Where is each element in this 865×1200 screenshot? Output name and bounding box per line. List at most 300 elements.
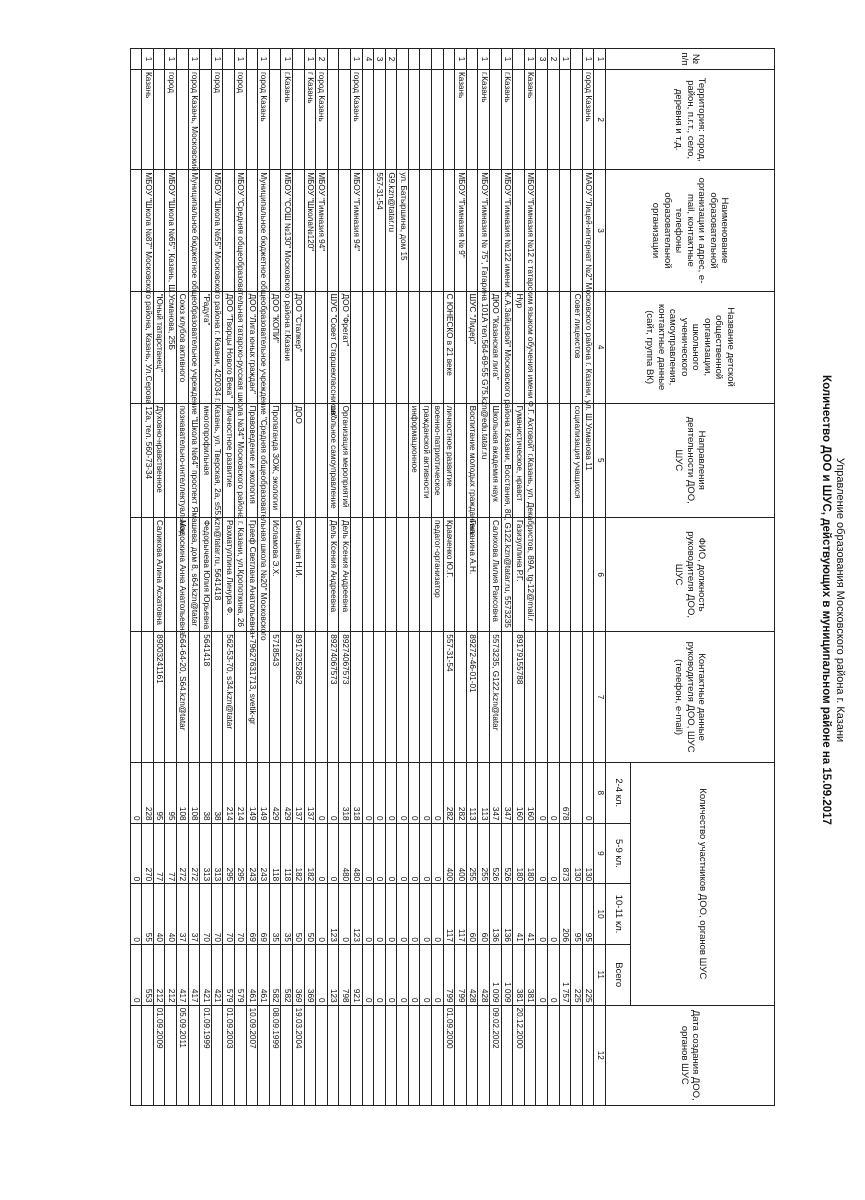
table-cell: 417: [188, 944, 200, 1005]
table-cell: 798: [339, 944, 351, 1005]
table-cell: 113: [478, 762, 490, 823]
table-cell: Совет лицеистов: [571, 291, 583, 403]
table-row: [513, 49, 525, 1106]
table-cell: ДЮО "Казанская лига": [490, 291, 502, 403]
table-cell: [559, 632, 571, 763]
table-cell: 0: [408, 944, 420, 1005]
table-cell: [130, 49, 142, 70]
table-cell: 117: [443, 884, 455, 945]
table-cell: 108: [177, 762, 189, 823]
table-cell: Воспитание молодых гражданина: [466, 403, 478, 517]
table-cell: [408, 632, 420, 763]
table-cell: 37: [188, 884, 200, 945]
table-row: [304, 49, 316, 1106]
table-cell: 77: [153, 823, 165, 884]
table-cell: 1 009: [501, 944, 513, 1005]
table-row: [142, 49, 154, 1106]
table-cell: 557-31-54: [443, 632, 455, 763]
table-cell: [524, 1005, 536, 1105]
table-cell: 5: [594, 403, 606, 517]
header-c6: ФИО, должность руководителя ДОО, ШУС: [606, 517, 775, 631]
table-cell: МБОУ "Школа №87" Московского района, Казань, Ул.Серова 12а, тел. 560-73-34: [142, 170, 154, 291]
table-cell: [385, 1005, 397, 1105]
table-cell: Школьная академия наук: [490, 403, 502, 517]
table-cell: Рахматуллина Линура Ф.: [223, 517, 235, 631]
table-cell: 400: [443, 823, 455, 884]
table-cell: 0: [362, 884, 374, 945]
table-cell: [397, 632, 409, 763]
table-cell: 182: [304, 823, 316, 884]
table-cell: [165, 632, 177, 763]
table-cell: [165, 1005, 177, 1105]
table-cell: 557-31-54: [374, 170, 386, 291]
table-cell: 149: [246, 762, 258, 823]
table-cell: 1: [235, 49, 247, 70]
header-c5: Направления деятельности ДОО, ШУС: [606, 403, 775, 517]
table-cell: город Казань, Московский: [188, 69, 200, 169]
table-cell: Синицына Н.И.: [292, 517, 304, 631]
table-cell: [258, 632, 270, 763]
table-cell: [292, 69, 304, 169]
table-cell: 0: [408, 884, 420, 945]
table-cell: [339, 69, 351, 169]
table-cell: Нур: [513, 291, 525, 403]
table-cell: 38: [200, 762, 212, 823]
table-cell: [223, 49, 235, 70]
table-cell: [211, 632, 223, 763]
table-cell: 1 009: [490, 944, 502, 1005]
table-cell: Организация мероприятий: [339, 403, 351, 517]
table-cell: 0: [582, 762, 594, 823]
header-c1: № п/п: [606, 49, 775, 70]
table-cell: [153, 49, 165, 70]
table-cell: МБОУ "Гимназия 94": [316, 170, 328, 291]
table-cell: [536, 632, 548, 763]
header-c12: Дата создания ДОО, органов ШУС: [606, 1005, 775, 1105]
table-row: [501, 49, 513, 1106]
table-cell: 1: [350, 49, 362, 70]
table-cell: ДОО "КОПИ": [269, 291, 281, 403]
table-cell: [490, 69, 502, 169]
table-cell: город Казань: [258, 69, 270, 169]
table-cell: Духовно-нравственное: [153, 403, 165, 517]
table-cell: 461: [246, 944, 258, 1005]
table-cell: 313: [211, 823, 223, 884]
table-cell: 0: [397, 884, 409, 945]
table-cell: 19.03.2004: [292, 1005, 304, 1105]
table-cell: 137: [304, 762, 316, 823]
table-cell: 89179155788: [513, 632, 525, 763]
table-cell: 50: [292, 884, 304, 945]
table-row: [571, 49, 583, 1106]
table-cell: Дель Ксения Андреевна: [339, 517, 351, 631]
table-cell: [177, 170, 189, 291]
table-cell: [455, 403, 467, 517]
table-cell: [350, 1005, 362, 1105]
table-cell: [408, 49, 420, 70]
table-cell: [246, 49, 258, 70]
table-cell: 89274067573: [327, 632, 339, 763]
table-cell: Федорычева Юлия Юрьевна: [200, 517, 212, 631]
table-cell: 282: [455, 762, 467, 823]
table-cell: 206: [559, 884, 571, 945]
table-cell: ШУС "Совет Старшеклассников": [327, 291, 339, 403]
header-c2: Территория: город, район, п.г.т., село, деревня и т.д.: [606, 69, 775, 169]
table-cell: [130, 69, 142, 169]
table-cell: 180: [513, 823, 525, 884]
table-cell: [559, 291, 571, 403]
table-cell: 4: [362, 49, 374, 70]
table-cell: [304, 1005, 316, 1105]
table-cell: 0: [374, 823, 386, 884]
table-cell: [536, 517, 548, 631]
table-cell: 12: [594, 1005, 606, 1105]
table-cell: [559, 1005, 571, 1105]
table-cell: [443, 69, 455, 169]
table-cell: [571, 632, 583, 763]
table-cell: [455, 1005, 467, 1105]
table-cell: 5718543: [269, 632, 281, 763]
table-cell: [397, 69, 409, 169]
table-cell: 0: [130, 823, 142, 884]
table-row: [200, 49, 212, 1106]
table-cell: 579: [223, 944, 235, 1005]
table-cell: 678: [559, 762, 571, 823]
table-cell: МБОУ "Гимназия №12 с татарским языком обучения имени Ф.Г. Ахтовой" г.Казань, ул. Декабристов, 89А, tg-12@mail.r: [524, 170, 536, 291]
table-cell: 318: [339, 762, 351, 823]
table-row: [548, 49, 560, 1106]
table-cell: 136: [501, 884, 513, 945]
table-cell: 1: [582, 49, 594, 70]
table-cell: 01.09.1999: [200, 1005, 212, 1105]
table-cell: 95: [165, 762, 177, 823]
table-cell: [582, 632, 594, 763]
table-cell: [571, 762, 583, 823]
table-cell: [327, 1005, 339, 1105]
table-cell: [362, 632, 374, 763]
table-cell: [211, 1005, 223, 1105]
table-cell: [304, 403, 316, 517]
table-cell: [374, 1005, 386, 1105]
table-cell: [385, 403, 397, 517]
table-cell: город: [165, 69, 177, 169]
table-cell: [536, 69, 548, 169]
table-cell: 37: [177, 884, 189, 945]
table-cell: 5573235, G122.kzn@tatar: [490, 632, 502, 763]
table-cell: Дель Ксения Андреевна: [327, 517, 339, 631]
table-cell: 0: [327, 762, 339, 823]
table-cell: [142, 1005, 154, 1105]
table-cell: 214: [235, 762, 247, 823]
table-cell: 89274067573: [339, 632, 351, 763]
table-cell: 70: [235, 884, 247, 945]
table-cell: Кравченко Ю.Г.: [443, 517, 455, 631]
table-row: [130, 49, 142, 1106]
table-cell: [501, 632, 513, 763]
table-cell: [316, 632, 328, 763]
table-cell: Муниципальное бюджетное общеобразовательное учреждение "Средняя общеобразовательная школа №20" Московского: [258, 170, 270, 291]
header-c9: 5-9 кл.: [606, 823, 631, 884]
table-cell: [478, 517, 490, 631]
table-cell: личностное развитие: [443, 403, 455, 517]
table-cell: [246, 69, 258, 169]
table-cell: [177, 49, 189, 70]
table-cell: [374, 632, 386, 763]
table-cell: [443, 170, 455, 291]
table-cell: 428: [478, 944, 490, 1005]
table-cell: 272: [188, 823, 200, 884]
table-row: [292, 49, 304, 1106]
table-row: [455, 49, 467, 1106]
table-cell: 6: [594, 517, 606, 631]
table-cell: [188, 1005, 200, 1105]
table-cell: [235, 1005, 247, 1105]
table-cell: [316, 403, 328, 517]
table-cell: 149: [258, 762, 270, 823]
table-cell: [571, 49, 583, 70]
table-cell: МБОУ "Гимназия №122 имени Ж.А.Зайцевой" Московского района г.Казани, Восстания, 80, G122.kzn@tatar.ru, 5573235: [501, 170, 513, 291]
table-cell: 10.09.2007: [246, 1005, 258, 1105]
table-cell: [548, 69, 560, 169]
table-cell: МБОУ "Школа №65", Казань, Ш.Усманова, 25Б: [165, 170, 177, 291]
table-cell: [362, 291, 374, 403]
table-cell: Саликова Алина Асхатовна: [153, 517, 165, 631]
table-cell: [455, 632, 467, 763]
table-cell: [304, 632, 316, 763]
table-cell: [455, 291, 467, 403]
table-cell: Галанина А.Н.: [466, 517, 478, 631]
table-cell: 0: [536, 823, 548, 884]
table-cell: [536, 170, 548, 291]
table-cell: Газизуллина Р.Г.: [513, 517, 525, 631]
table-cell: ШУС "Лидер": [466, 291, 478, 403]
table-cell: [466, 69, 478, 169]
table-cell: 1: [501, 49, 513, 70]
table-cell: 70: [211, 884, 223, 945]
table-cell: 873: [559, 823, 571, 884]
table-row: [188, 49, 200, 1106]
table-cell: 123: [327, 884, 339, 945]
table-cell: 11: [594, 944, 606, 1005]
table-cell: г Казань: [304, 69, 316, 169]
table-cell: 0: [385, 944, 397, 1005]
table-cell: 01.09.2000: [443, 1005, 455, 1105]
table-cell: [350, 517, 362, 631]
table-cell: познавательно-интеллектуальное: [177, 403, 189, 517]
table-cell: 69: [258, 884, 270, 945]
table-cell: [397, 291, 409, 403]
table-cell: 0: [548, 884, 560, 945]
table-cell: 10: [594, 884, 606, 945]
table-row: [582, 49, 594, 1106]
table-cell: 0: [362, 823, 374, 884]
table-cell: 35: [269, 884, 281, 945]
table-cell: МБОУ "Гимназия № 9": [455, 170, 467, 291]
table-cell: 282: [443, 762, 455, 823]
table-cell: 2: [385, 49, 397, 70]
table-cell: [548, 632, 560, 763]
table-cell: [200, 69, 212, 169]
table-cell: [455, 517, 467, 631]
table-cell: Личностное развитие: [223, 403, 235, 517]
table-cell: МБОУ "Школа№120": [304, 170, 316, 291]
table-cell: [258, 1005, 270, 1105]
table-cell: МБОУ "Гимназия № 75", Гагарина 101А тел.564-69-55 G75.kzn@edu.tatar.ru: [478, 170, 490, 291]
table-cell: 130: [582, 823, 594, 884]
table-cell: [281, 1005, 293, 1105]
table-cell: [548, 170, 560, 291]
header-c11: Всего: [606, 944, 631, 1005]
table-cell: [130, 291, 142, 403]
table-cell: [327, 69, 339, 169]
table-cell: 70: [200, 884, 212, 945]
table-cell: 0: [327, 823, 339, 884]
table-cell: [292, 49, 304, 70]
header-group: Количество участников ДОО, органов ШУС: [631, 762, 775, 1005]
table-cell: ул. Батыршина, дом 15: [397, 170, 409, 291]
table-cell: [408, 517, 420, 631]
table-cell: [490, 170, 502, 291]
table-cell: 0: [548, 762, 560, 823]
table-row: [235, 49, 247, 1106]
table-cell: 0: [316, 944, 328, 1005]
table-cell: 20.12.2000: [513, 1005, 525, 1105]
table-cell: 01.09.2009: [153, 1005, 165, 1105]
table-cell: г.Казань: [478, 69, 490, 169]
table-cell: [524, 632, 536, 763]
table-cell: 225: [582, 944, 594, 1005]
table-cell: Пропаганда ЗОЖ, экологии: [269, 403, 281, 517]
table-cell: гражданской активности: [420, 403, 432, 517]
table-row: [397, 49, 409, 1106]
table-cell: 564-64-20, S64.kzn@tatar: [177, 632, 189, 763]
table-cell: [513, 170, 525, 291]
table-cell: [165, 517, 177, 631]
table-cell: 1: [524, 49, 536, 70]
table-cell: 0: [548, 944, 560, 1005]
table-cell: 0: [316, 823, 328, 884]
table-cell: ДОО: [292, 403, 304, 517]
table-cell: [316, 1005, 328, 1105]
table-cell: ДОО "Творцы Нового Века": [223, 291, 235, 403]
table-cell: [408, 69, 420, 169]
table-cell: 5641418: [200, 632, 212, 763]
table-cell: 582: [281, 944, 293, 1005]
table-cell: 117: [455, 884, 467, 945]
table-cell: информационное: [408, 403, 420, 517]
table-cell: [142, 517, 154, 631]
table-cell: военно-патриотическое: [432, 403, 444, 517]
table-cell: [513, 69, 525, 169]
table-cell: [466, 49, 478, 70]
table-cell: 60: [466, 884, 478, 945]
table-row: [339, 49, 351, 1106]
table-cell: 921: [350, 944, 362, 1005]
table-cell: 228: [142, 762, 154, 823]
table-cell: [571, 517, 583, 631]
table-cell: 0: [374, 884, 386, 945]
table-cell: [223, 170, 235, 291]
table-row: [559, 49, 571, 1106]
table-cell: [559, 170, 571, 291]
table-cell: 3: [536, 49, 548, 70]
table-cell: 0: [397, 944, 409, 1005]
table-cell: [246, 170, 258, 291]
table-cell: [420, 1005, 432, 1105]
table-cell: [536, 1005, 548, 1105]
table-cell: 0: [432, 823, 444, 884]
table-cell: [165, 403, 177, 517]
table-cell: 95: [582, 884, 594, 945]
table-cell: 0: [408, 823, 420, 884]
table-cell: [130, 1005, 142, 1105]
table-body: [130, 49, 605, 1106]
table-cell: 582: [269, 944, 281, 1005]
table-cell: Казань: [455, 69, 467, 169]
table-cell: 137: [292, 762, 304, 823]
table-cell: [466, 1005, 478, 1105]
table-cell: 1: [559, 49, 571, 70]
table-cell: [362, 517, 374, 631]
table-cell: 3: [594, 170, 606, 291]
table-cell: 1: [258, 49, 270, 70]
table-cell: 41: [513, 884, 525, 945]
table-cell: [548, 1005, 560, 1105]
table-cell: город: [211, 69, 223, 169]
table-cell: 0: [130, 884, 142, 945]
table-cell: [432, 632, 444, 763]
table-row: [327, 49, 339, 1106]
table-cell: [339, 170, 351, 291]
table-cell: [292, 170, 304, 291]
table-cell: 255: [478, 823, 490, 884]
table-cell: 41: [524, 884, 536, 945]
table-cell: 0: [374, 944, 386, 1005]
document-title: Количество ДОО и ШУС, действующих в муниципальном районе на 15.09.2017: [820, 375, 832, 825]
table-cell: [130, 517, 142, 631]
table-cell: 09.02.2002: [490, 1005, 502, 1105]
header-c10: 10-11 кл.: [606, 884, 631, 945]
table-cell: [397, 49, 409, 70]
table-cell: 1: [455, 49, 467, 70]
table-cell: [362, 1005, 374, 1105]
table-cell: 0: [536, 884, 548, 945]
table-cell: [281, 632, 293, 763]
table-cell: 95: [571, 884, 583, 945]
table-cell: Союз клубов активного: [177, 291, 189, 403]
table-cell: МБОУ "СОШ №130" Московского района г.Казани: [281, 170, 293, 291]
table-cell: город Казань: [350, 69, 362, 169]
table-cell: 0: [374, 762, 386, 823]
table-cell: [501, 1005, 513, 1105]
table-cell: 272: [177, 823, 189, 884]
table-cell: [548, 291, 560, 403]
table-cell: 313: [200, 823, 212, 884]
table-cell: [304, 517, 316, 631]
table-cell: 38: [211, 762, 223, 823]
header-row: [631, 49, 775, 1106]
table-cell: G9.kzn@tatar.ru: [385, 170, 397, 291]
table-row: [385, 49, 397, 1106]
table-cell: 225: [571, 944, 583, 1005]
table-cell: 1: [478, 49, 490, 70]
table-cell: 0: [432, 762, 444, 823]
table-cell: 7: [594, 632, 606, 763]
table-cell: [153, 170, 165, 291]
table-cell: 1: [594, 49, 606, 70]
table-cell: [408, 1005, 420, 1105]
table-cell: 2: [316, 49, 328, 70]
